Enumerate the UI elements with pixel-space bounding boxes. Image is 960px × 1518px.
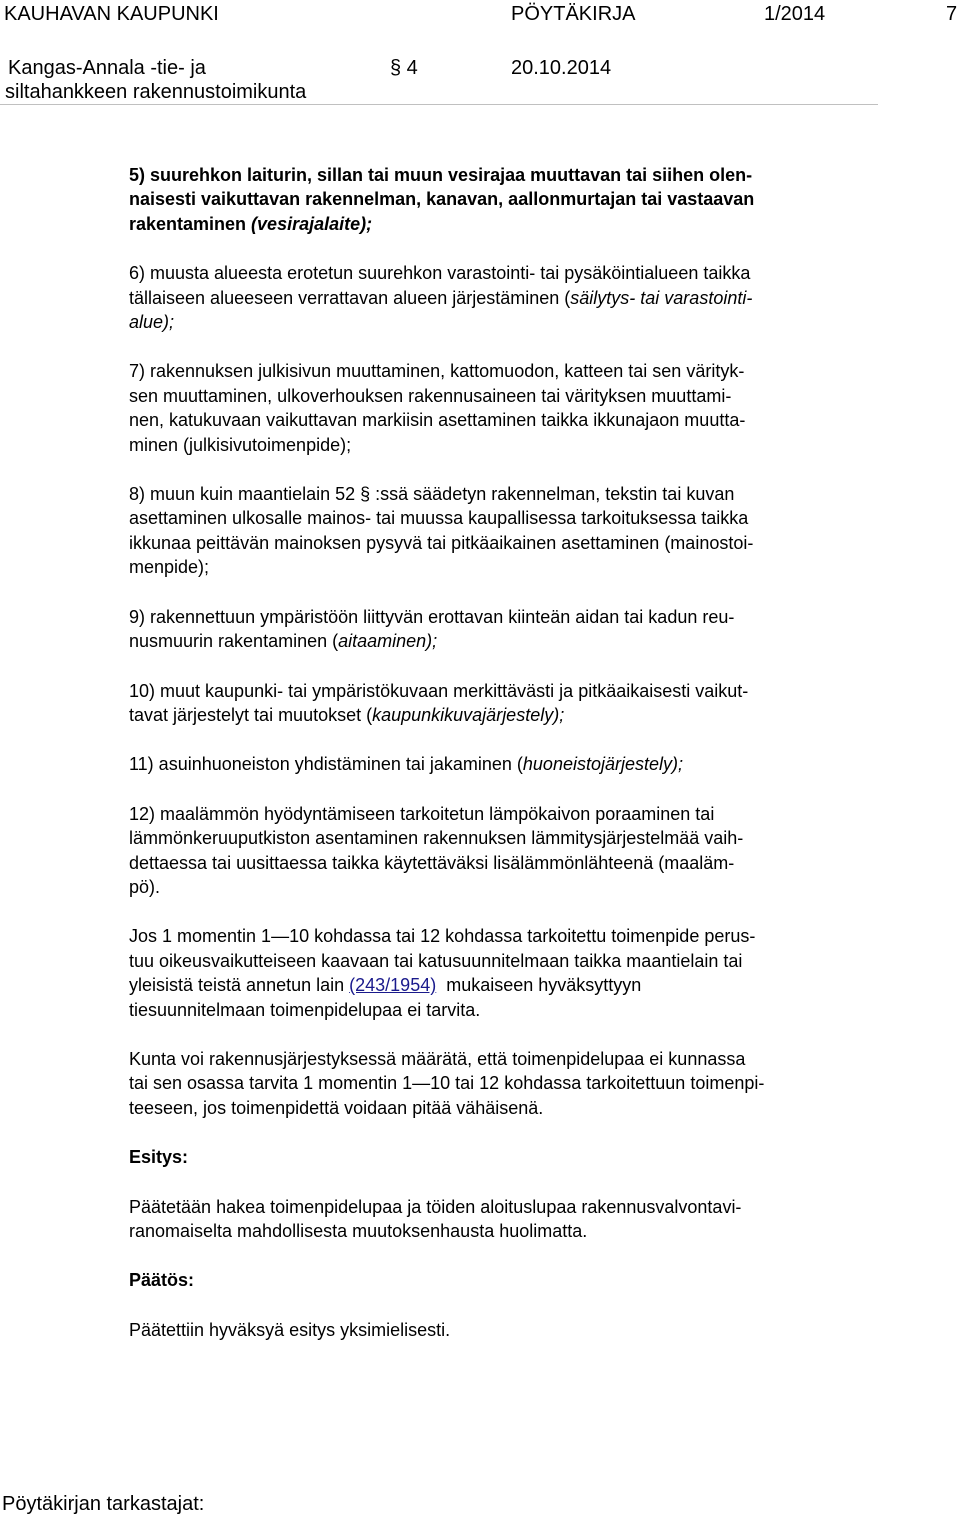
minutes-checkers-label: Pöytäkirjan tarkastajat: [2, 1493, 205, 1515]
item-7: 7) rakennuksen julkisivun muuttaminen, kattomuodon, katteen tai sen värityk- sen muuttaminen, ulkoverhouksen rakennusaineen tai värityksen muuttami- nen, katukuvaan vaikuttavan markiisin asettaminen taikka ikkunajaon muutta- minen (julkisivutoimenpide); [129, 361, 746, 455]
law-reference-link[interactable]: (243/1954) [349, 975, 437, 996]
decision-text: Päätettiin hyväksyä esitys yksimielisesti. [129, 1319, 451, 1340]
header-divider [0, 104, 878, 105]
proposal-text: Päätetään hakea toimenpidelupaa ja töiden aloituslupaa rakennusvalvontavi- ranomaiselta mahdollisesta muutoksenhausta huolimatta. [129, 1196, 742, 1241]
proposal-heading: Esitys: [129, 1147, 189, 1168]
doc-number: 1/2014 [764, 3, 826, 25]
body-name-line2: siltahankkeen rakennustoimikunta [5, 81, 307, 103]
item-5: 5) suurehkon laiturin, sillan tai muun vesirajaa muuttavan tai siihen olen- naisesti vaikuttavan rakennelman, kanavan, aallonmurtajan tai vastaavan rakentaminen (vesirajalaite); [129, 165, 755, 234]
decision-heading: Päätös: [129, 1270, 195, 1291]
doc-type: PÖYTÄKIRJA [511, 3, 636, 25]
item-9: 9) rakennettuun ympäristöön liittyvän erottavan kiinteän aidan tai kadun reu- nusmuurin rakentaminen (aitaaminen); [129, 606, 735, 652]
item-6: 6) muusta alueesta erotetun suurehkon varastointi- tai pysäköintialueen taikka tällaiseen alueeseen verrattavan alueen järjestäminen (säilytys- tai varastointi- alue); [129, 263, 753, 333]
page-number: 7 [946, 3, 958, 25]
item-12: 12) maalämmön hyödyntämiseen tarkoitetun lämpökaivon poraaminen tai lämmönkeruuputkiston asentaminen rakennuksen lämmitysjärjestelmää vaih- dettaessa tai uusittaessa taikka käytettäväksi lisälämmönlähteenä (maaläm- pö). [129, 803, 744, 897]
item-11: 11) asuinhuoneiston yhdistäminen tai jakaminen (huoneistojärjestely); [129, 754, 683, 775]
org-name: KAUHAVAN KAUPUNKI [4, 3, 219, 25]
item-10: 10) muut kaupunki- tai ympäristökuvaan merkittävästi ja pitkäaikaisesti vaikut- tavat järjestelyt tai muutokset (kaupunkikuvajärjestely); [129, 680, 749, 725]
item-8: 8) muun kuin maantielain 52 § :ssä säädetyn rakennelman, tekstin tai kuvan asettaminen ulkosalle mainos- tai muussa kaupallisessa tarkoituksessa taikka ikkunaa peittävän mainoksen pysyvä tai pitkäaikainen asettaminen (mainostoi- menpide); [129, 484, 754, 578]
body-name-line1: Kangas-Annala -tie- ja [8, 57, 206, 79]
meeting-date: 20.10.2014 [511, 57, 612, 79]
paragraph-municipal-rule: Kunta voi rakennusjärjestyksessä määrätä, että toimenpidelupaa ei kunnassa tai sen osassa tarvita 1 momentin 1—10 tai 12 kohdassa tarkoitettuun toimenpi- teeseen, jos toimenpidettä voidaan pitää vähäisenä. [129, 1048, 765, 1118]
section-number: § 4 [390, 57, 418, 79]
paragraph-exemption: Jos 1 momentin 1—10 kohdassa tai 12 kohdassa tarkoitettu toimenpide perus- tuu oikeusvaikutteiseen kaavaan tai katusuunnitelmaan taikka maantielain tai yleisistä teistä annetun lain (243/1954) mukaiseen hyväksyttyyn tiesuunnitelmaan toimenpidelupaa ei tarvita. [129, 926, 756, 1020]
document-body [129, 163, 869, 1367]
